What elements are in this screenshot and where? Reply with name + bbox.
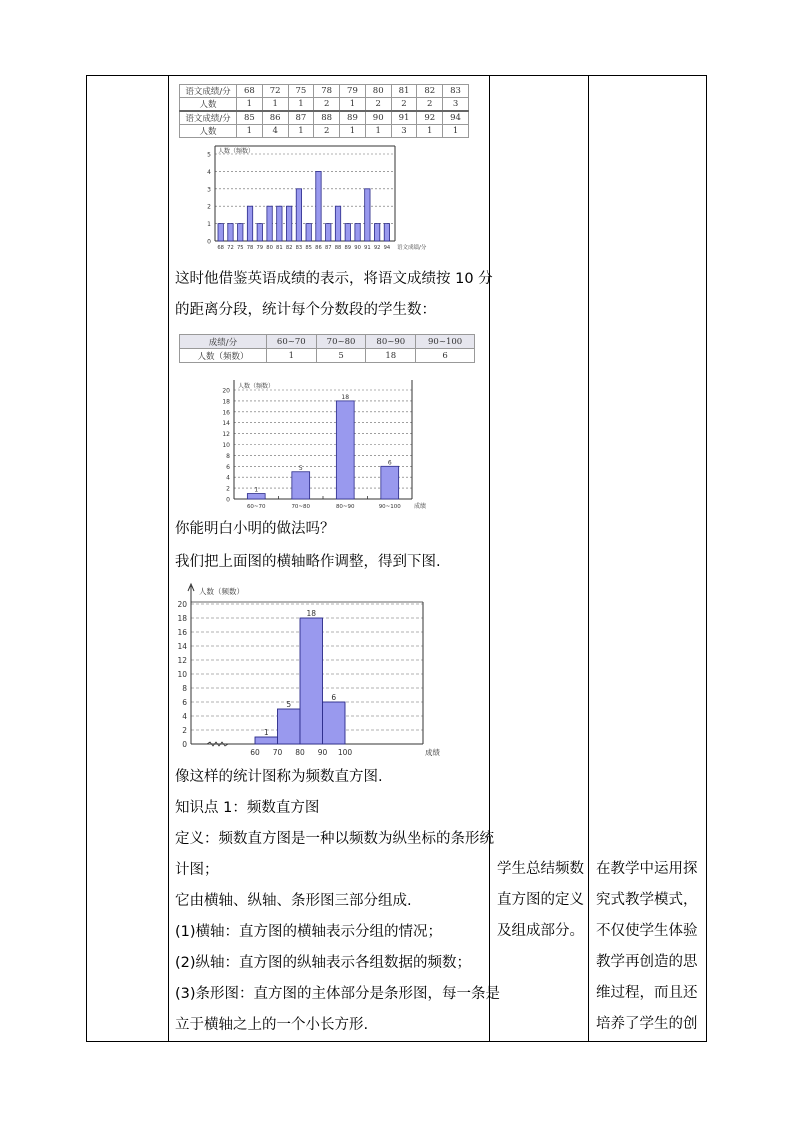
- para-line-6: (1)横轴：直方图的横轴表示分组的情况；: [175, 924, 443, 940]
- y-tick-label: 4: [207, 168, 211, 176]
- bar: [381, 466, 399, 499]
- intent-line: 教学再创造的思: [596, 954, 698, 970]
- score-table-cell: 90: [365, 111, 391, 125]
- score-table-cell: 82: [417, 85, 443, 98]
- score-table-cell: 1: [365, 125, 391, 138]
- score-table-cell: 1: [237, 98, 263, 112]
- bar: [306, 224, 311, 241]
- group-table-cell: 18: [366, 349, 416, 363]
- score-table-cell: 72: [262, 85, 288, 98]
- score-table-cell: 1: [288, 125, 314, 138]
- score-table-cell: 1: [262, 98, 288, 112]
- histogram-bar: [323, 702, 346, 744]
- score-table-cell: 2: [314, 125, 340, 138]
- para-line-4: 计图；: [175, 862, 219, 878]
- y-tick-label: 20: [177, 600, 187, 609]
- y-axis-label: 人数（频数）: [218, 148, 255, 155]
- y-tick-label: 2: [226, 485, 230, 493]
- para-line-1: 像这样的统计图称为频数直方图.: [175, 769, 383, 785]
- intent-line: 究式教学模式，: [596, 892, 698, 908]
- y-tick-label: 10: [177, 670, 187, 679]
- score-table-cell: 2: [391, 98, 417, 112]
- data-label: 18: [306, 609, 317, 618]
- data-label: 5: [298, 464, 303, 472]
- y-tick-label: 0: [207, 238, 211, 246]
- x-tick-label: 80: [266, 245, 273, 251]
- score-table-cell: 81: [391, 85, 417, 98]
- y-tick-label: 2: [182, 726, 187, 735]
- x-tick-label: 85: [305, 245, 312, 251]
- adjust-line: 我们把上面图的横轴略作调整，得到下图.: [175, 554, 441, 570]
- bar: [267, 206, 272, 241]
- y-tick-label: 8: [182, 684, 187, 693]
- y-tick-label: 16: [222, 409, 230, 417]
- score-table-cell: 86: [262, 111, 288, 125]
- student-line: 及组成部分。: [497, 923, 584, 939]
- student-line: 学生总结频数: [497, 861, 584, 877]
- group-table: [179, 334, 475, 363]
- y-tick-label: 12: [177, 656, 187, 665]
- data-label: 6: [331, 693, 337, 702]
- bar: [355, 224, 360, 241]
- y-tick-label: 6: [182, 698, 187, 707]
- y-axis-label: 人数（频数）: [199, 587, 244, 596]
- score-table-cell: 85: [237, 111, 263, 125]
- x-tick-label: 100: [337, 748, 353, 757]
- x-axis-label: 成绩: [425, 748, 440, 757]
- score-table-cell: 1: [443, 125, 469, 138]
- bar: [336, 401, 354, 499]
- bar: [228, 224, 233, 241]
- score-table-row: [180, 85, 469, 98]
- score-table-label: 语文成绩/分: [180, 111, 237, 125]
- score-table-cell: 75: [288, 85, 314, 98]
- x-axis-label: 语文成绩/分: [397, 245, 427, 251]
- score-table-cell: 89: [340, 111, 366, 125]
- score-table-label: 人数: [180, 98, 237, 112]
- y-axis-label: 人数（频数）: [238, 383, 275, 390]
- data-label: 5: [286, 700, 292, 709]
- y-tick-label: 4: [182, 712, 187, 721]
- y-tick-label: 1: [207, 221, 211, 229]
- para-line-9: 立于横轴之上的一个小长方形.: [175, 1017, 369, 1033]
- x-tick-label: 94: [383, 245, 391, 251]
- x-tick-label: 72: [227, 245, 234, 251]
- intent-line: 不仅使学生体验: [596, 923, 698, 939]
- score-table-cell: 1: [340, 125, 366, 138]
- score-table-cell: 80: [365, 85, 391, 98]
- group-table-row: [180, 335, 475, 349]
- histogram-bar: [255, 737, 278, 744]
- bar: [335, 206, 340, 241]
- x-tick-label: 88: [334, 245, 342, 251]
- score-table-cell: 79: [340, 85, 366, 98]
- score-table-cell: 3: [391, 125, 417, 138]
- y-tick-label: 14: [177, 642, 187, 651]
- score-table-cell: 1: [340, 98, 366, 112]
- score-table-label: 人数: [180, 125, 237, 138]
- x-tick-label: 79: [256, 245, 264, 251]
- group-table-cell: 成绩/分: [180, 335, 267, 349]
- y-tick-label: 18: [222, 398, 230, 406]
- group-table-cell: 70~80: [316, 335, 366, 349]
- x-tick-label: 70~80: [291, 504, 311, 510]
- score-table-cell: 2: [314, 98, 340, 112]
- bar: [238, 224, 243, 241]
- x-tick-label: 60~70: [246, 504, 266, 510]
- x-tick-label: 78: [246, 245, 254, 251]
- para-line-5: 它由横轴、纵轴、条形图三部分组成.: [175, 893, 412, 909]
- y-tick-label: 8: [226, 452, 230, 460]
- group-table-cell: 人数（频数）: [180, 349, 267, 363]
- score-table-row: [180, 125, 469, 138]
- data-label: 1: [254, 486, 259, 494]
- score-table-cell: 1: [417, 125, 443, 138]
- y-tick-label: 3: [207, 186, 211, 194]
- group-table-row: [180, 349, 475, 363]
- x-tick-label: 86: [315, 245, 322, 251]
- para-line-2: 知识点 1：频数直方图: [175, 800, 320, 816]
- y-tick-label: 5: [207, 151, 211, 159]
- x-tick-label: 90: [317, 748, 328, 757]
- bar: [247, 206, 252, 241]
- col-divider-2: [489, 76, 490, 1041]
- score-table-cell: 92: [417, 111, 443, 125]
- data-label: 18: [341, 393, 350, 401]
- data-label: 6: [387, 459, 392, 467]
- frequency-histogram: [169, 578, 469, 760]
- question-line: 你能明白小明的做法吗？: [175, 521, 335, 537]
- score-table-cell: 87: [288, 111, 314, 125]
- bar: [296, 189, 301, 241]
- y-tick-label: 6: [226, 463, 230, 471]
- intent-line: 维过程，而且还: [596, 985, 698, 1001]
- x-tick-label: 75: [236, 245, 244, 251]
- x-tick-label: 90~100: [378, 504, 401, 510]
- y-tick-label: 0: [182, 740, 187, 749]
- score-table-cell: 1: [288, 98, 314, 112]
- student-activity-cell: [491, 854, 593, 947]
- bar: [365, 189, 370, 241]
- x-tick-label: 83: [295, 245, 303, 251]
- design-intent-cell: [590, 854, 712, 1040]
- score-table-cell: 94: [443, 111, 469, 125]
- para-line-3: 定义：频数直方图是一种以频数为纵坐标的条形统: [175, 831, 494, 847]
- x-tick-label: 70: [272, 748, 283, 757]
- bar: [316, 171, 321, 241]
- data-label: 1: [263, 728, 269, 737]
- x-tick-label: 60: [250, 748, 260, 757]
- x-tick-label: 89: [344, 245, 352, 251]
- score-table: [179, 84, 469, 138]
- y-tick-label: 20: [222, 387, 230, 395]
- bar: [218, 224, 223, 241]
- x-tick-label: 82: [285, 245, 293, 251]
- bar: [384, 224, 389, 241]
- group-table-cell: 1: [266, 349, 316, 363]
- group-table-cell: 80~90: [366, 335, 416, 349]
- group-table-cell: 5: [316, 349, 366, 363]
- x-tick-label: 68: [217, 245, 224, 251]
- x-tick-label: 91: [364, 245, 371, 251]
- y-tick-label: 16: [177, 628, 187, 637]
- bar: [374, 224, 379, 241]
- group-table-cell: 60~70: [266, 335, 316, 349]
- score-table-cell: 2: [417, 98, 443, 112]
- bar: [345, 224, 350, 241]
- bar: [277, 206, 282, 241]
- x-tick-label: 81: [276, 245, 283, 251]
- text-line-1b: 的距离分段，统计每个分数段的学生数：: [175, 302, 436, 318]
- bar: [326, 224, 331, 241]
- score-table-label: 语文成绩/分: [180, 85, 237, 98]
- x-tick-label: 92: [373, 245, 381, 251]
- group-bar-chart: [214, 376, 444, 511]
- x-tick-label: 90: [354, 245, 361, 251]
- score-table-cell: 83: [443, 85, 469, 98]
- lesson-table: [86, 75, 707, 1042]
- intent-line: 在教学中运用探: [596, 861, 698, 877]
- para-line-8: (3)条形图：直方图的主体部分是条形图，每一条是: [175, 986, 501, 1002]
- text-line-1a: 这时他借鉴英语成绩的表示，将语文成绩按 10 分: [175, 271, 493, 287]
- x-tick-label: 80~90: [335, 504, 355, 510]
- x-tick-label: 87: [324, 245, 332, 251]
- score-table-cell: 1: [237, 125, 263, 138]
- score-table-cell: 91: [391, 111, 417, 125]
- score-table-cell: 4: [262, 125, 288, 138]
- bar: [286, 206, 291, 241]
- score-table-cell: 78: [314, 85, 340, 98]
- y-tick-label: 2: [207, 203, 211, 211]
- bar: [257, 224, 262, 241]
- x-axis-label: 成绩: [414, 503, 427, 510]
- y-tick-label: 10: [222, 442, 230, 449]
- y-tick-label: 0: [226, 496, 230, 504]
- bar: [292, 472, 310, 499]
- histogram-bar: [278, 709, 301, 744]
- bar: [247, 494, 265, 499]
- y-tick-label: 4: [226, 474, 230, 482]
- y-tick-label: 14: [222, 420, 230, 428]
- score-table-cell: 2: [365, 98, 391, 112]
- teaching-content-cell: [169, 76, 501, 1041]
- histogram-bar: [300, 618, 323, 744]
- score-table-row: [180, 111, 469, 125]
- score-bar-chart: [199, 140, 439, 260]
- student-line: 直方图的定义: [497, 892, 584, 908]
- para-line-7: (2)纵轴：直方图的纵轴表示各组数据的频数；: [175, 955, 472, 971]
- score-table-cell: 68: [237, 85, 263, 98]
- y-tick-label: 12: [222, 431, 230, 439]
- score-table-row: [180, 98, 469, 112]
- score-table-cell: 88: [314, 111, 340, 125]
- group-table-cell: 6: [416, 349, 475, 363]
- intent-line: 培养了学生的创: [596, 1016, 698, 1032]
- score-table-cell: 3: [443, 98, 469, 112]
- y-tick-label: 18: [177, 614, 187, 623]
- group-table-cell: 90~100: [416, 335, 475, 349]
- x-tick-label: 80: [295, 748, 305, 757]
